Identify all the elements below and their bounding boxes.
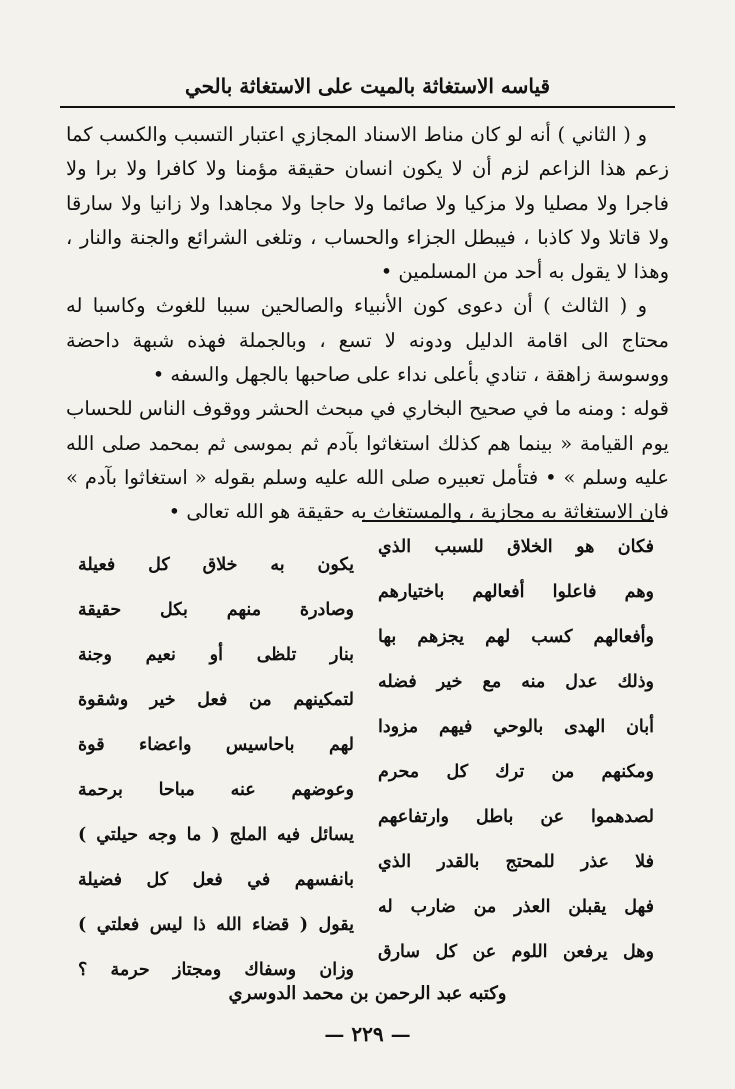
verse-line: بنار تلظى أو نعيم وجنة <box>78 645 354 665</box>
verse-line: يكون به خلاق كل فعيلة <box>78 555 354 575</box>
verse-line: لهم باحاسيس واعضاء قوة <box>78 735 354 755</box>
poem-first-hemistichs <box>378 528 654 978</box>
verse-line: ومكنهم من ترك كل محرم <box>378 762 654 782</box>
verse-line: لتمكينهم من فعل خير وشقوة <box>78 690 354 710</box>
verse-line: بانفسهم في فعل كل فضيلة <box>78 870 354 890</box>
poem <box>60 528 660 988</box>
verse-line: وأفعالهم كسب لهم يجزهم بها <box>378 627 654 647</box>
verse-line: يسائل فيه الملج ( ما وجه حيلتي ) <box>78 825 354 845</box>
poem-rule <box>362 520 654 522</box>
body-text <box>66 118 669 530</box>
paragraph-second-argument: و ( الثاني ) أنه لو كان مناط الاسناد المجازي اعتبار التسبب والكسب كما زعم هذا الزاعم لزم أن لا يكون انسان حقيقة مؤمنا ولا كافرا ولا برا ولا فاجرا ولا مصليا ولا مزكيا ولا صائما ولا حاجا ولا مجاهدا ولا زانيا ولا سارقا ولا قاتلا ولا كاذبا ، فيبطل الجزاء والحساب ، وتلغى الشرائع والجنة والنار ، وهذا لا يقول به أحد من المسلمين • <box>66 123 669 284</box>
verse-line: فهل يقبلن العذر من ضارب له <box>378 897 654 917</box>
verse-line: وذلك عدل منه مع خير فضله <box>378 672 654 692</box>
poem-second-hemistichs <box>78 546 354 996</box>
verse-line: وصادرة منهم بكل حقيقة <box>78 600 354 620</box>
verse-line: فلا عذر للمحتج بالقدر الذي <box>378 852 654 872</box>
author-signature: وكتبه عبد الرحمن بن محمد الدوسري <box>228 983 507 1004</box>
verse-line: وهم فاعلوا أفعالهم باختيارهم <box>378 582 654 602</box>
verse-line: وعوضهم عنه مباحا برحمة <box>78 780 354 800</box>
verse-line: أبان الهدى بالوحي فيهم مزودا <box>378 717 654 737</box>
header-rule <box>60 106 675 108</box>
page-header-title: قياسه الاستغاثة بالميت على الاستغاثة بالحي <box>184 74 551 98</box>
verse-line: وزان وسفاك ومجتاز حرمة ؟ <box>78 960 354 980</box>
verse-line: يقول ( قضاء الله ذا ليس فعلتي ) <box>78 915 354 935</box>
paragraph-bukhari-quote: قوله : ومنه ما في صحيح البخاري في مبحث الحشر ووقوف الناس للحساب يوم القيامة « بينما هم كذلك استغاثوا بآدم ثم بموسى ثم بمحمد صلى الله عليه وسلم » • فتأمل تعبيره صلى الله عليه وسلم بقوله « استغاثوا بآدم » فان الاستغاثة به مجازية ، والمستغاث به حقيقة هو الله تعالى • <box>66 397 669 524</box>
page-number: — ٢٢٩ — <box>324 1022 411 1046</box>
verse-line: وهل يرفعن اللوم عن كل سارق <box>378 942 654 962</box>
paragraph-third-argument: و ( الثالث ) أن دعوى كون الأنبياء والصالحين سببا للغوث وكاسبا له محتاج الى اقامة الدليل ودونه لا تسع ، وبالجملة فهذه شبهة داحضة ووسوسة زاهقة ، تنادي بأعلى نداء على صاحبها بالجهل والسفه • <box>66 294 669 387</box>
verse-line: فكان هو الخلاق للسبب الذي <box>378 537 654 557</box>
verse-line: لصدهموا عن باطل وارتفاعهم <box>378 807 654 827</box>
